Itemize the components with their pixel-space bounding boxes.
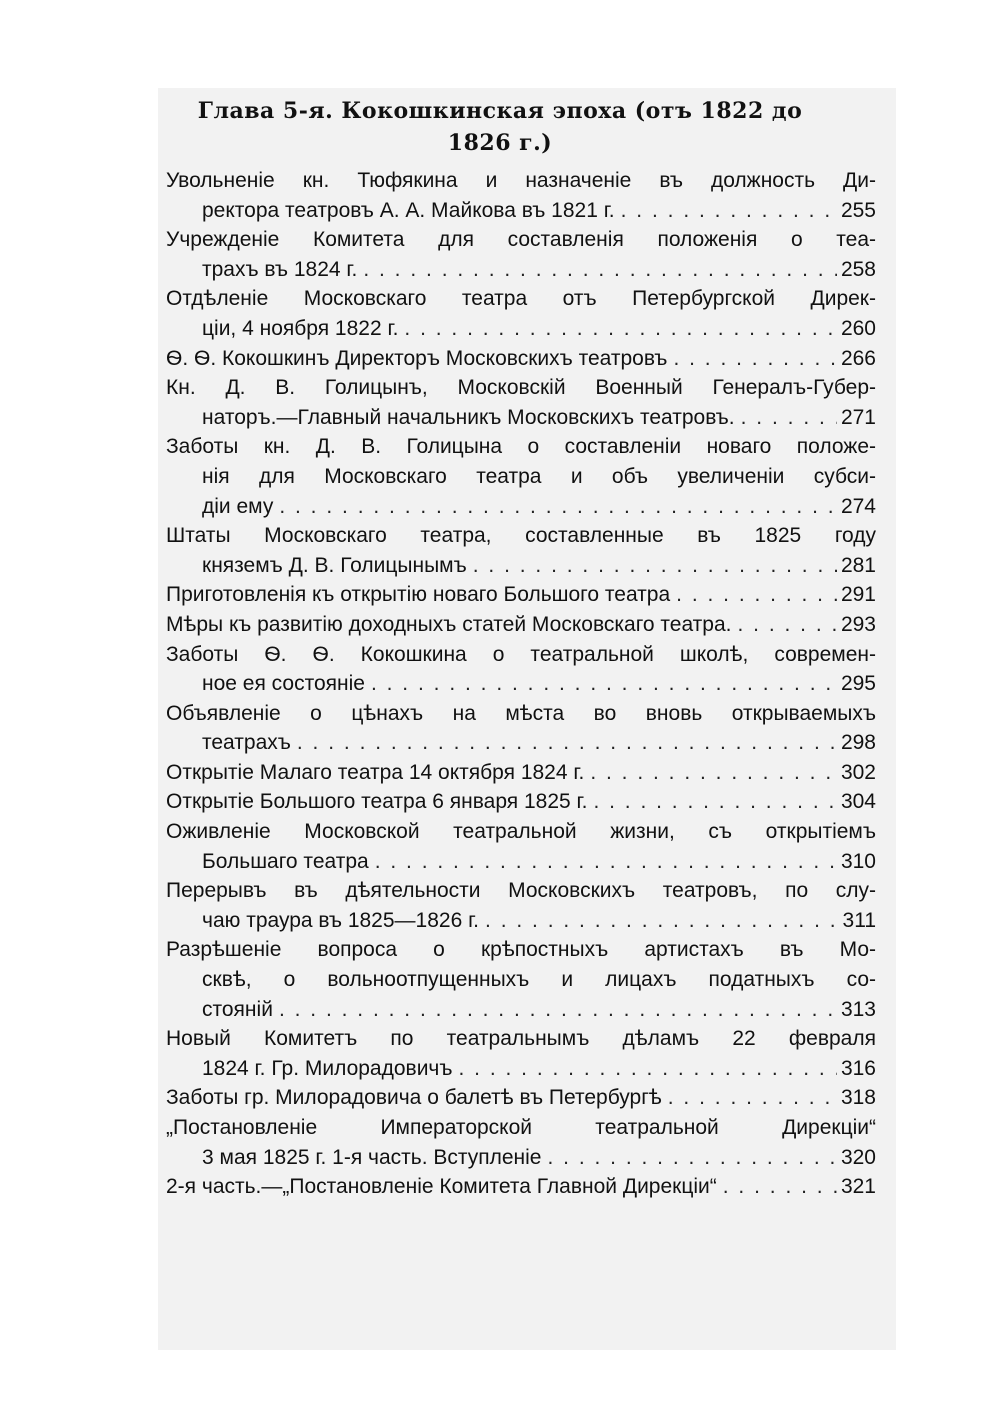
toc-page-number: 293 — [840, 612, 876, 636]
toc-entry-text: діи ему — [202, 494, 274, 518]
toc-entry-text: 1824 г. Гр. Милорадовичъ — [202, 1056, 453, 1080]
dot-leader — [735, 403, 837, 433]
toc-entry-text: ное ея состояніе — [202, 672, 365, 696]
toc-page-number: 304 — [840, 790, 876, 814]
toc-entry-final-line — [166, 669, 876, 699]
toc-entry-text: Открытіе Малаго театра 14 октября 1824 г. — [166, 760, 585, 784]
toc-page-number: 258 — [840, 257, 876, 281]
toc-entry-text: Приготовленія къ открытію новаго Большого театра — [166, 583, 671, 607]
toc-entry-text: ректора театровъ А. А. Майкова въ 1821 г. — [202, 198, 615, 222]
toc-entry-text: Разрѣшеніе вопроса о крѣпостныхъ артистахъ въ Мо- — [166, 938, 876, 962]
toc-page-number: 266 — [840, 346, 876, 370]
toc-entry-final-line — [166, 344, 876, 374]
toc-entry-text: 2-я часть.—„Постановленіе Комитета Главной Дирекціи“ — [166, 1175, 717, 1199]
toc-entry-final-line — [166, 995, 876, 1025]
toc-entry-final-line — [166, 1172, 876, 1202]
dot-leader — [542, 1143, 837, 1173]
dot-leader — [398, 314, 837, 344]
toc-page-number: 313 — [840, 997, 876, 1021]
toc-entry-final-line — [166, 906, 876, 936]
toc-entry-text: Увольненіе кн. Тюфякина и назначеніе въ должность Ди- — [166, 169, 876, 192]
toc-entry — [166, 610, 876, 640]
toc-entry-final-line — [166, 847, 876, 877]
dot-leader — [587, 787, 837, 817]
dot-leader — [732, 610, 837, 640]
dot-leader — [479, 906, 838, 936]
toc-entry-text: Учрежденіе Комитета для составленія положенія о теа- — [166, 228, 876, 252]
dot-leader — [467, 551, 837, 581]
toc-entry — [166, 758, 876, 788]
toc-entry-final-line — [166, 580, 876, 610]
toc-entry — [166, 817, 876, 876]
toc-entry-final-line — [166, 492, 876, 522]
toc-entry-final-line — [166, 1143, 876, 1173]
toc-entry — [166, 1024, 876, 1083]
toc-page-number: 318 — [840, 1086, 876, 1110]
toc-entry-final-line — [166, 1083, 876, 1113]
toc-entry-text: сквѣ, о вольноотпущенныхъ и лицахъ податныхъ со- — [202, 968, 876, 992]
toc-entry-text: Большаго театра — [202, 849, 369, 873]
toc-page-number: 271 — [840, 405, 876, 429]
toc-entry — [166, 1113, 876, 1172]
toc-page-number: 255 — [840, 198, 876, 222]
toc-entry-final-line — [166, 728, 876, 758]
toc-entry-text: нія для Московскаго театра и объ увеличеніи субси- — [202, 464, 876, 488]
toc-entry-text: Ѳ. Ѳ. Кокошкинъ Директоръ Московскихъ театровъ — [166, 346, 668, 370]
dot-leader — [369, 847, 837, 877]
toc-entry-text: Кн. Д. В. Голицынъ, Московскій Военный Генералъ-Губер- — [166, 376, 876, 400]
dot-leader — [453, 1054, 837, 1084]
toc-page-number: 302 — [840, 760, 876, 784]
toc-entry-text: Заботы гр. Милорадовича о балетѣ въ Петербургѣ — [166, 1086, 662, 1110]
toc-entry-text: чаю траура въ 1825—1826 г. — [202, 908, 480, 932]
toc-entry-text: театрахъ — [202, 731, 291, 755]
dot-leader — [584, 758, 837, 788]
toc-entry-text: Оживленіе Московской театральной жизни, съ открытіемъ — [166, 820, 876, 844]
toc-entry — [166, 521, 876, 580]
toc-entry — [166, 580, 876, 610]
toc-entry — [166, 935, 876, 1024]
toc-page-number: 274 — [840, 494, 876, 518]
toc-entry — [166, 1172, 876, 1202]
toc-page-number: 295 — [840, 672, 876, 696]
toc-entry-final-line — [166, 758, 876, 788]
toc-page-number: 321 — [840, 1175, 876, 1199]
toc-page-number: 311 — [842, 908, 876, 932]
dot-leader — [291, 728, 837, 758]
toc-entry-text: Объявленіе о цѣнахъ на мѣста во вновь открываемыхъ — [166, 701, 876, 725]
toc-entry-final-line — [166, 610, 876, 640]
toc-entry-final-line — [166, 314, 876, 344]
toc-entry-final-line — [166, 787, 876, 817]
dot-leader — [667, 344, 837, 374]
toc-entry-text: Заботы Ѳ. Ѳ. Кокошкина о театральной школѣ, современ- — [166, 642, 876, 666]
toc-entry-text: трахъ въ 1824 г. — [202, 257, 358, 281]
toc-entry — [166, 432, 876, 521]
toc-entry — [166, 699, 876, 758]
dot-leader — [670, 580, 837, 610]
toc-entry-text: Перерывъ въ дѣятельности Московскихъ театровъ, по слу- — [166, 879, 876, 903]
toc-entry-text: 3 мая 1825 г. 1-я часть. Вступленіе — [202, 1145, 542, 1169]
dot-leader — [662, 1083, 837, 1113]
toc-page-number: 281 — [840, 553, 876, 577]
toc-entry — [166, 373, 876, 432]
toc-entry — [166, 640, 876, 699]
toc-entry-text: Новый Комитетъ по театральнымъ дѣламъ 22 февраля — [166, 1027, 876, 1051]
dot-leader — [273, 492, 837, 522]
dot-leader — [365, 669, 837, 699]
toc-page-number: 291 — [840, 583, 876, 607]
toc-entry-final-line — [166, 196, 876, 226]
toc-entry-final-line — [166, 1054, 876, 1084]
toc-entry-text: „Постановленіе Императорской театральной Дирекціи“ — [166, 1116, 876, 1139]
toc-page-number: 310 — [840, 849, 876, 873]
toc-entry-text: стояній — [202, 997, 273, 1021]
table-of-contents — [166, 166, 876, 1202]
toc-entry-text: Мѣры къ развитію доходныхъ статей Московскаго театра. — [166, 612, 732, 636]
toc-entry — [166, 284, 876, 343]
chapter-heading-line-2: 1826 г.) — [447, 130, 553, 156]
toc-entry — [166, 1083, 876, 1113]
dot-leader — [717, 1172, 837, 1202]
toc-entry — [166, 787, 876, 817]
dot-leader — [273, 995, 837, 1025]
toc-page-number: 260 — [840, 316, 876, 340]
toc-entry-text: Отдѣленіе Московскаго театра отъ Петербургской Дирек- — [166, 287, 876, 311]
dot-leader — [615, 196, 837, 226]
toc-entry-final-line — [166, 255, 876, 285]
toc-entry — [166, 876, 876, 935]
toc-entry-text: княземъ Д. В. Голицынымъ — [202, 553, 467, 577]
toc-entry-text: Заботы кн. Д. В. Голицына о составленіи новаго положе- — [166, 435, 876, 459]
toc-entry-final-line — [166, 403, 876, 433]
toc-entry-text: наторъ.—Главный начальникъ Московскихъ театровъ. — [202, 405, 735, 429]
toc-page-number: 298 — [840, 731, 876, 755]
toc-entry-text: Штаты Московскаго театра, составленные въ 1825 году — [166, 524, 876, 548]
chapter-heading-line-1: Глава 5-я. Кокошкинская эпоха (отъ 1822 до — [197, 98, 803, 124]
toc-entry-text: Открытіе Большого театра 6 января 1825 г. — [166, 790, 588, 814]
toc-entry — [166, 166, 876, 225]
toc-page-number: 320 — [840, 1145, 876, 1169]
toc-entry — [166, 225, 876, 284]
toc-entry-final-line — [166, 551, 876, 581]
toc-entry-text: ціи, 4 ноября 1822 г. — [202, 316, 399, 340]
toc-page-number: 316 — [840, 1056, 876, 1080]
toc-entry — [166, 344, 876, 374]
dot-leader — [357, 255, 837, 285]
